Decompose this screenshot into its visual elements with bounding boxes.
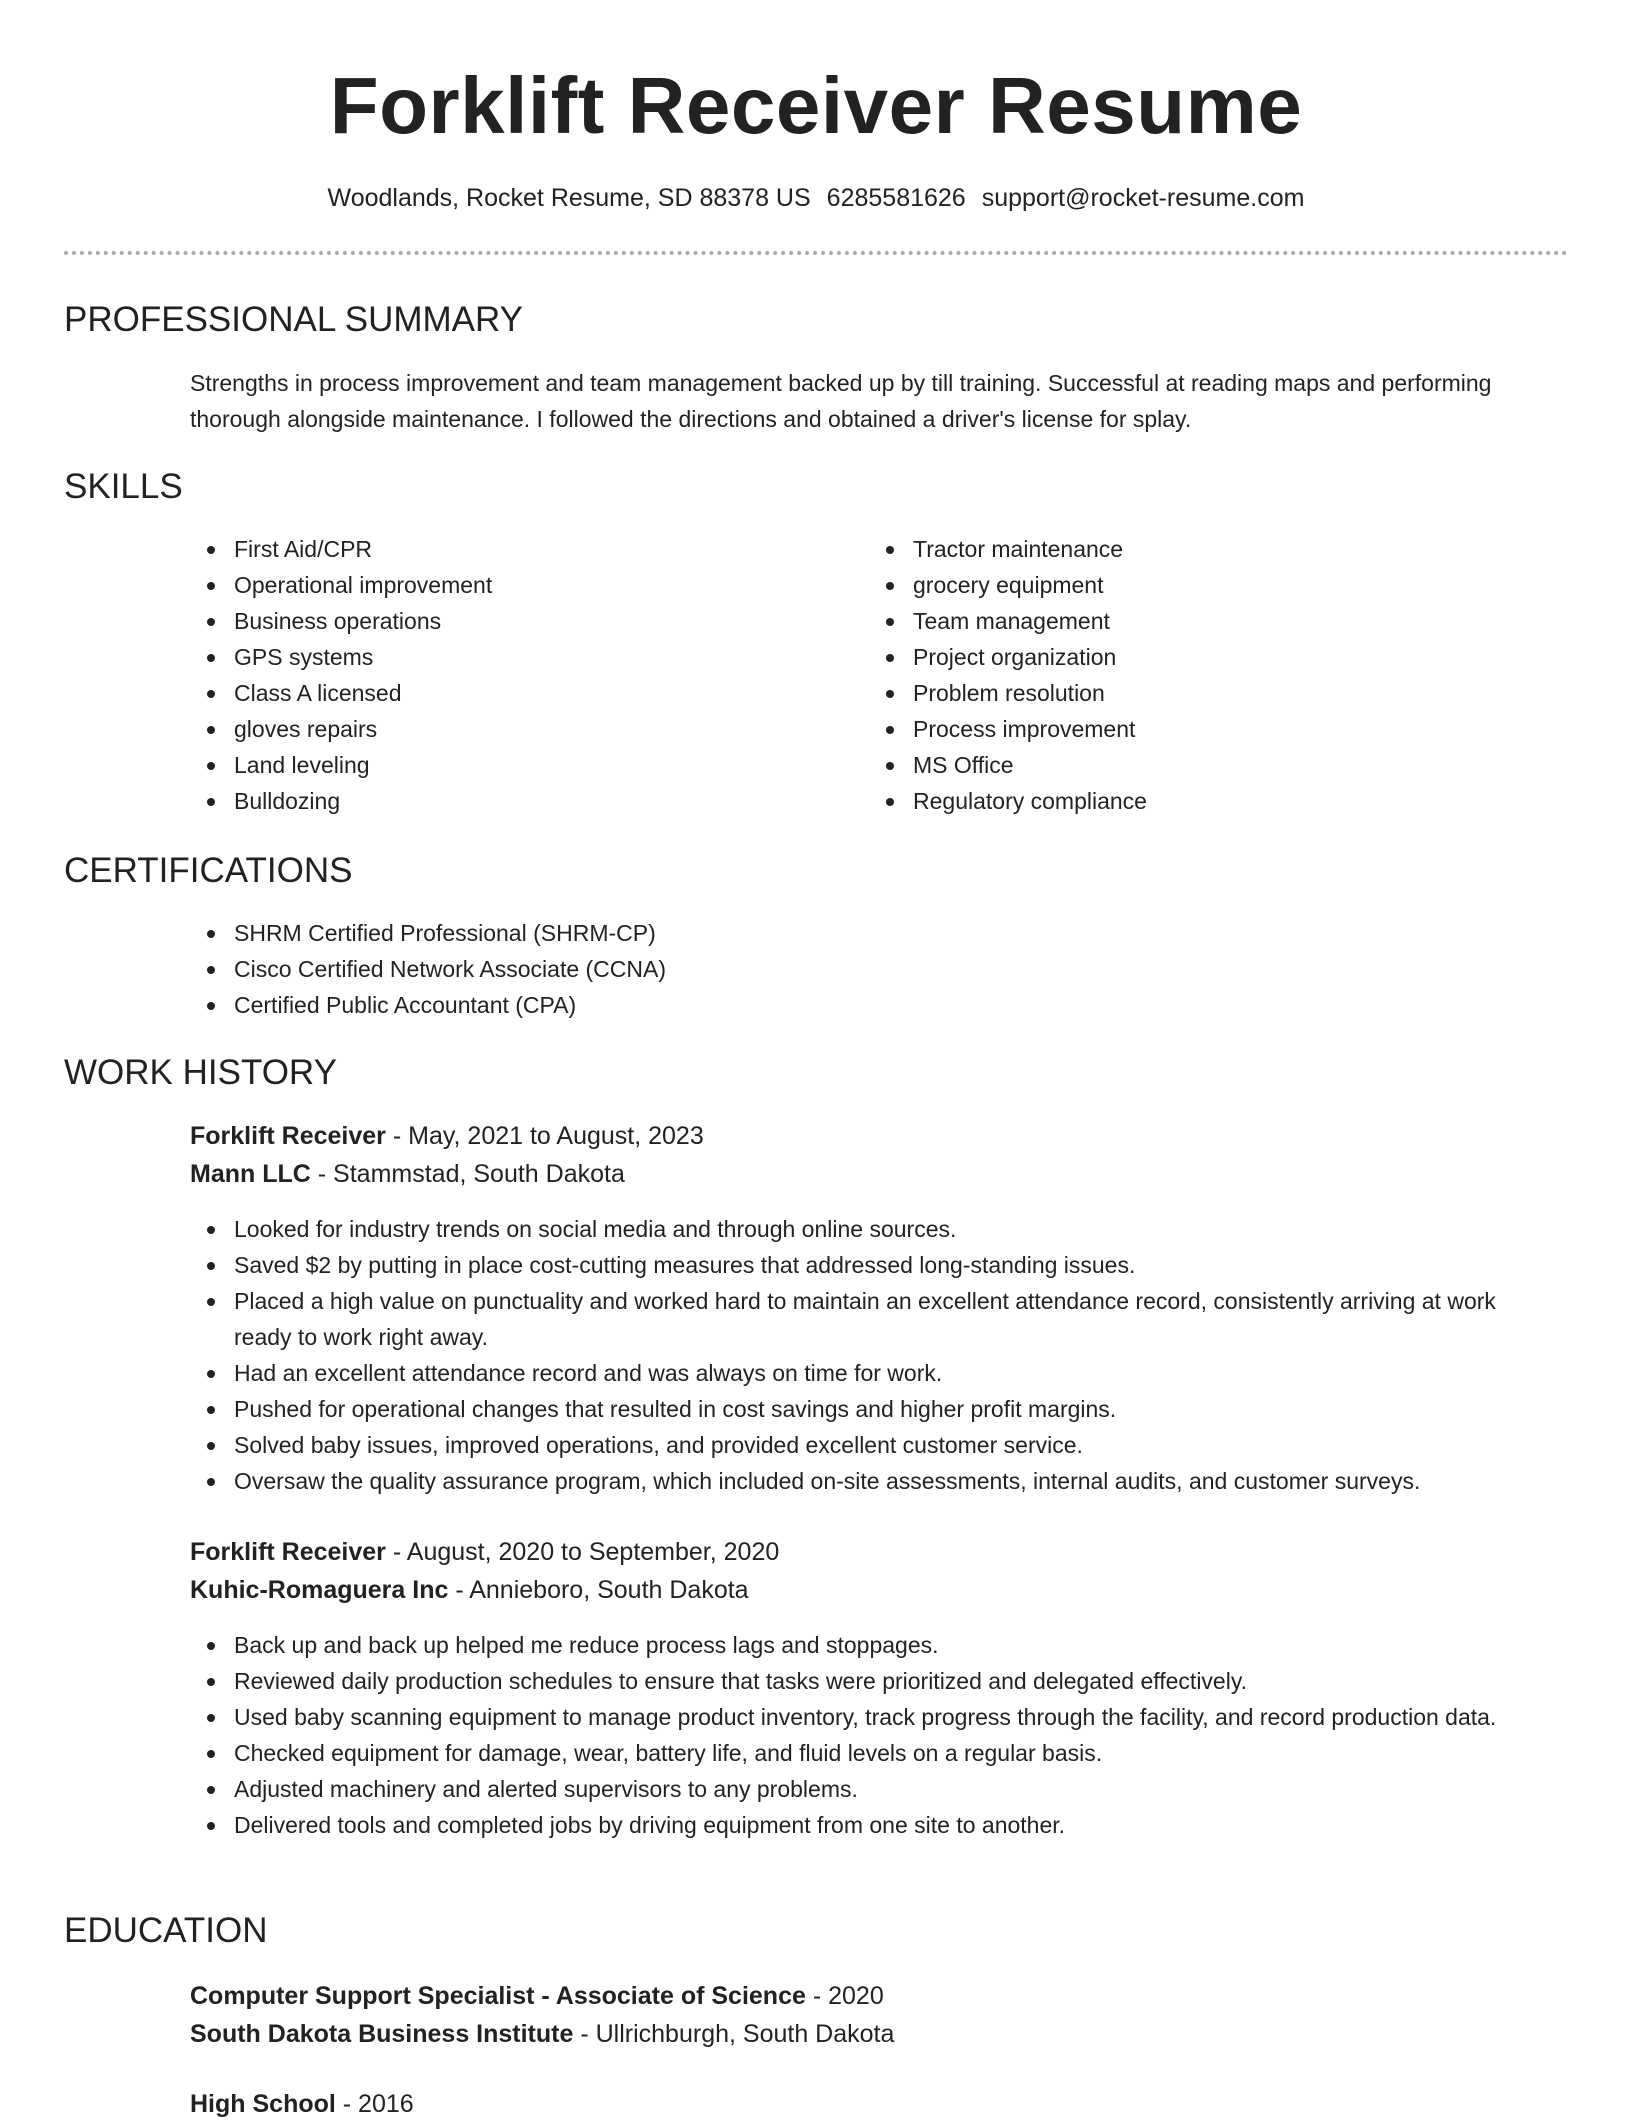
contact-phone: 6285581626 xyxy=(826,184,966,212)
section-title-education: EDUCATION xyxy=(64,1911,268,1950)
certifications-list xyxy=(190,915,1530,1023)
list-item: Looked for industry trends on social media and through online sources. xyxy=(190,1211,1550,1247)
section-title-certifications: CERTIFICATIONS xyxy=(64,851,353,890)
list-item: SHRM Certified Professional (SHRM-CP) xyxy=(190,915,1530,951)
list-item: Class A licensed xyxy=(190,675,830,711)
header-divider xyxy=(64,251,1568,255)
education-location: - Ullrichburgh, South Dakota xyxy=(580,2020,895,2048)
list-item: Placed a high value on punctuality and worked hard to maintain an excellent attendance record, consistently arriving at work ready to work right away. xyxy=(190,1283,1550,1355)
resume-title: Forklift Receiver Resume xyxy=(329,61,1303,150)
job-2-bullets xyxy=(190,1627,1550,1843)
job-dates: - May, 2021 to August, 2023 xyxy=(392,1122,704,1150)
job-dates: - August, 2020 to September, 2020 xyxy=(392,1538,780,1566)
job-location: - Stammstad, South Dakota xyxy=(317,1160,625,1188)
education-school: South Dakota Business Institute xyxy=(190,2020,574,2048)
list-item: Delivered tools and completed jobs by driving equipment from one site to another. xyxy=(190,1807,1550,1843)
list-item: First Aid/CPR xyxy=(190,531,830,567)
list-item: Process improvement xyxy=(869,711,1509,747)
skills-list-left xyxy=(190,531,830,819)
summary-text: Strengths in process improvement and team management backed up by till training. Successful at reading maps and performing thorough alongside maintenance. I followed the directions and obtained a driver's license for splay. xyxy=(190,370,1492,432)
list-item: Pushed for operational changes that resulted in cost savings and higher profit margins. xyxy=(190,1391,1550,1427)
education-1-degree-line xyxy=(190,1977,884,2015)
list-item: Checked equipment for damage, wear, battery life, and fluid levels on a regular basis. xyxy=(190,1735,1550,1771)
contact-line xyxy=(0,182,1632,214)
list-item: Tractor maintenance xyxy=(869,531,1509,567)
section-title-skills: SKILLS xyxy=(64,467,183,506)
list-item: GPS systems xyxy=(190,639,830,675)
contact-address: Woodlands, Rocket Resume, SD 88378 US xyxy=(327,184,811,212)
job-1-title-line xyxy=(190,1117,704,1155)
job-title: Forklift Receiver xyxy=(190,1122,386,1150)
list-item: Operational improvement xyxy=(190,567,830,603)
list-item: Team management xyxy=(869,603,1509,639)
list-item: Adjusted machinery and alerted supervisors to any problems. xyxy=(190,1771,1550,1807)
job-1-bullets xyxy=(190,1211,1550,1499)
list-item: Solved baby issues, improved operations, and provided excellent customer service. xyxy=(190,1427,1550,1463)
list-item: Bulldozing xyxy=(190,783,830,819)
job-title: Forklift Receiver xyxy=(190,1538,386,1566)
list-item: Regulatory compliance xyxy=(869,783,1509,819)
job-2-company-line xyxy=(190,1571,749,1609)
education-year: - 2020 xyxy=(812,1982,884,2010)
list-item: Business operations xyxy=(190,603,830,639)
education-degree: Computer Support Specialist - Associate of Science xyxy=(190,1982,806,2010)
job-2-title-line xyxy=(190,1533,779,1571)
list-item: Saved $2 by putting in place cost-cutting measures that addressed long-standing issues. xyxy=(190,1247,1550,1283)
education-year: - 2016 xyxy=(342,2090,414,2118)
list-item: Back up and back up helped me reduce process lags and stoppages. xyxy=(190,1627,1550,1663)
list-item: Had an excellent attendance record and was always on time for work. xyxy=(190,1355,1550,1391)
job-location: - Annieboro, South Dakota xyxy=(455,1576,749,1604)
list-item: Used baby scanning equipment to manage product inventory, track progress through the facility, and record production data. xyxy=(190,1699,1550,1735)
list-item: Certified Public Accountant (CPA) xyxy=(190,987,1530,1023)
section-title-work-history: WORK HISTORY xyxy=(64,1053,337,1092)
education-degree: High School xyxy=(190,2090,336,2118)
section-title-summary: PROFESSIONAL SUMMARY xyxy=(64,300,523,339)
job-1-company-line xyxy=(190,1155,625,1193)
list-item: gloves repairs xyxy=(190,711,830,747)
skills-list-right xyxy=(869,531,1509,819)
list-item: grocery equipment xyxy=(869,567,1509,603)
list-item: Cisco Certified Network Associate (CCNA) xyxy=(190,951,1530,987)
contact-email: support@rocket-resume.com xyxy=(981,184,1305,212)
list-item: Land leveling xyxy=(190,747,830,783)
education-1-school-line xyxy=(190,2015,894,2053)
list-item: MS Office xyxy=(869,747,1509,783)
list-item: Oversaw the quality assurance program, which included on-site assessments, internal audits, and customer surveys. xyxy=(190,1463,1550,1499)
list-item: Reviewed daily production schedules to ensure that tasks were prioritized and delegated effectively. xyxy=(190,1663,1550,1699)
education-2-degree-line xyxy=(190,2085,414,2123)
list-item: Problem resolution xyxy=(869,675,1509,711)
list-item: Project organization xyxy=(869,639,1509,675)
job-company: Mann LLC xyxy=(190,1160,311,1188)
job-company: Kuhic-Romaguera Inc xyxy=(190,1576,449,1604)
